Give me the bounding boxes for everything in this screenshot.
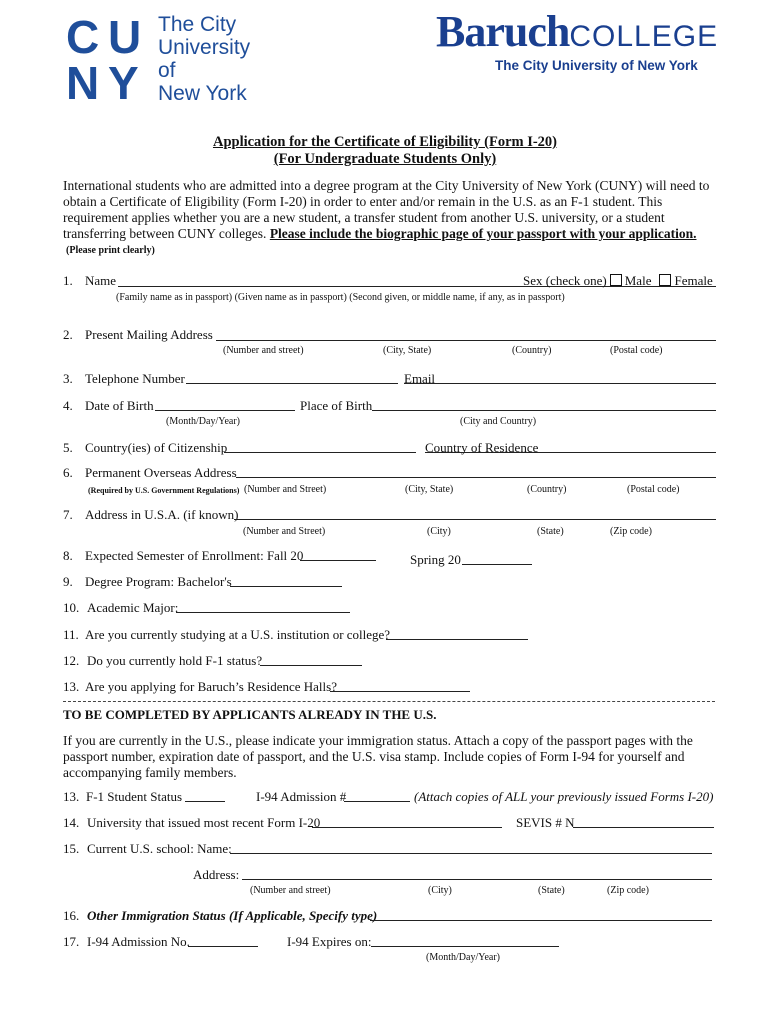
q17-number: 17.	[63, 934, 80, 949]
q3-number: 3.	[63, 371, 73, 386]
section-divider	[63, 701, 715, 702]
q1-hint: (Family name as in passport) (Given name as in passport) (Second given, or middle name, if any, as in passport)	[116, 292, 565, 303]
sevis-label: SEVIS # N	[516, 815, 575, 830]
intro-text: International students who are admitted into a degree program at the City University of New York (CUNY) will need to obtain a Certificate of Eligibility (Form I-20) in order to enter and/or remain in the U.S. as an F-1 student. This requirement applies whether you are a new student, a transfer student from another U.S. university, or a student transferring between CUNY colleges.	[63, 178, 710, 241]
cuny-text-4: New York	[158, 82, 247, 105]
q6-hint-city: (City, State)	[405, 484, 454, 495]
q13a-number: 13.	[63, 679, 80, 694]
q4-hint-place: (City and Country)	[460, 416, 537, 427]
q13b-label: F-1 Student Status	[86, 789, 183, 804]
q12-number: 12.	[63, 653, 80, 668]
cuny-text-2: University	[158, 36, 251, 59]
overseas-address-field[interactable]	[236, 477, 716, 478]
q13a-label: Are you applying for Baruch’s Residence Halls?	[85, 679, 337, 694]
q5-number: 5.	[63, 440, 73, 455]
q12-label: Do you currently hold F-1 status?	[87, 653, 263, 668]
baruch-logo	[436, 8, 718, 61]
q15-hint-zip: (Zip code)	[607, 885, 649, 896]
q7-number: 7.	[63, 507, 73, 522]
issuing-university-field[interactable]	[312, 827, 502, 828]
q9-number: 9.	[63, 574, 73, 589]
q8-label: Expected Semester of Enrollment: Fall 20	[85, 548, 304, 563]
current-school-name-field[interactable]	[230, 853, 712, 854]
studying-us-field[interactable]	[386, 639, 528, 640]
q4-hint-date: (Month/Day/Year)	[166, 416, 240, 427]
q17-hint: (Month/Day/Year)	[426, 952, 500, 963]
i94-admission-field[interactable]	[344, 801, 410, 802]
print-note: (Please print clearly)	[66, 245, 155, 256]
citizenship-field[interactable]	[224, 452, 416, 453]
q6-hint-postal: (Postal code)	[627, 484, 680, 495]
intro-paragraph	[63, 178, 723, 242]
q2-label: Present Mailing Address	[85, 327, 213, 342]
spring-year-field[interactable]	[462, 564, 532, 565]
cuny-letter-y: Y	[108, 57, 141, 109]
male-checkbox[interactable]	[610, 274, 622, 286]
q6-required-note: (Required by U.S. Government Regulations)	[88, 486, 240, 495]
cuny-letter-n: N	[66, 57, 102, 109]
mailing-address-field[interactable]	[216, 340, 716, 341]
q15-address-label: Address:	[193, 867, 240, 882]
fall-year-field[interactable]	[300, 560, 376, 561]
form-subtitle: (For Undergraduate Students Only)	[273, 151, 497, 167]
q2-hint-city: (City, State)	[383, 345, 432, 356]
f1-student-status-field[interactable]	[185, 801, 225, 802]
q6-hint-street: (Number and Street)	[244, 484, 327, 495]
q6-label: Permanent Overseas Address	[85, 465, 237, 480]
q3-label: Telephone Number	[85, 371, 185, 386]
f1-status-field[interactable]	[260, 665, 362, 666]
q2-hint-postal: (Postal code)	[610, 345, 663, 356]
us-address-field[interactable]	[234, 519, 716, 520]
intro-bold-text: Please include the biographic page of your passport with your application.	[269, 226, 697, 241]
q7-hint-city: (City)	[427, 526, 451, 537]
q10-label: Academic Major:	[87, 600, 179, 615]
sex-group	[523, 273, 713, 289]
q9-label: Degree Program: Bachelor's	[85, 574, 232, 589]
section2-heading: TO BE COMPLETED BY APPLICANTS ALREADY IN THE U.S.	[63, 707, 437, 722]
current-school-address-field[interactable]	[242, 879, 712, 880]
q10-number: 10.	[63, 600, 80, 615]
cuny-text-3: of	[158, 59, 176, 82]
q17-label: I-94 Admission No.	[87, 934, 190, 949]
q15-number: 15.	[63, 841, 80, 856]
q2-number: 2.	[63, 327, 73, 342]
sex-label: Sex (check one)	[523, 273, 607, 288]
form-title: Application for the Certificate of Eligibility (Form I-20)	[212, 134, 558, 150]
q7-hint-state: (State)	[537, 526, 564, 537]
degree-program-field[interactable]	[230, 586, 342, 587]
q14-label: University that issued most recent Form I-20	[87, 815, 321, 830]
q7-hint-street: (Number and Street)	[243, 526, 326, 537]
q16-number: 16.	[63, 908, 80, 923]
residence-field[interactable]	[425, 452, 716, 453]
q7-hint-zip: (Zip code)	[610, 526, 652, 537]
other-status-field[interactable]	[370, 920, 712, 921]
q15-label: Current U.S. school: Name:	[87, 841, 232, 856]
i94-expires-label: I-94 Expires on:	[287, 934, 372, 949]
cuny-logo	[66, 11, 150, 109]
birth-date-field[interactable]	[155, 410, 295, 411]
q15-hint-city: (City)	[428, 885, 452, 896]
q13b-number: 13.	[63, 789, 80, 804]
cuny-text-1: The City	[158, 13, 237, 36]
telephone-field[interactable]	[186, 383, 398, 384]
academic-major-field[interactable]	[176, 612, 350, 613]
female-label: Female	[674, 273, 713, 288]
i94-admission-label: I-94 Admission #	[256, 789, 347, 804]
q2-hint-street: (Number and street)	[223, 345, 304, 356]
baruch-subtitle: The City University of New York	[495, 58, 698, 73]
q4-label: Date of Birth	[85, 398, 154, 413]
spring-label: Spring 20	[410, 552, 461, 567]
baruch-college: COLLEGE	[569, 20, 719, 53]
cuny-letter-u: U	[108, 11, 144, 63]
residence-halls-field[interactable]	[330, 691, 470, 692]
q2-hint-country: (Country)	[512, 345, 552, 356]
q6-hint-country: (Country)	[527, 484, 567, 495]
cuny-letter-c: C	[66, 11, 102, 63]
q4-number: 4.	[63, 398, 73, 413]
q11-number: 11.	[63, 627, 79, 642]
female-checkbox[interactable]	[659, 274, 671, 286]
i94-number-field[interactable]	[188, 946, 258, 947]
q1-number: 1.	[63, 273, 73, 288]
attach-note: (Attach copies of ALL your previously issued Forms I-20)	[414, 789, 714, 804]
i94-expires-field[interactable]	[371, 946, 559, 947]
q15-hint-street: (Number and street)	[250, 885, 331, 896]
sevis-field[interactable]	[573, 827, 714, 828]
residence-label: Country of Residence	[425, 440, 539, 455]
q6-number: 6.	[63, 465, 73, 480]
q1-label: Name	[85, 273, 117, 288]
q16-label: Other Immigration Status (If Applicable, Specify type)	[87, 908, 378, 923]
q5-label: Country(ies) of Citizenship	[85, 440, 228, 455]
baruch-main: Baruch	[436, 7, 570, 56]
q15-hint-state: (State)	[538, 885, 565, 896]
q7-label: Address in U.S.A. (if known)	[85, 507, 239, 522]
email-field[interactable]	[404, 383, 716, 384]
birth-place-field[interactable]	[372, 410, 716, 411]
email-label: Email	[404, 371, 436, 386]
birth-place-label: Place of Birth	[300, 398, 373, 413]
q8-number: 8.	[63, 548, 73, 563]
q14-number: 14.	[63, 815, 80, 830]
q11-label: Are you currently studying at a U.S. institution or college?	[85, 627, 391, 642]
section2-text: If you are currently in the U.S., please indicate your immigration status. Attach a copy of the passport pages with the passport number, expiration date of passport, and the U.S. visa stamp. Include copies of Form I-94 for yourself and accompanying family members.	[63, 733, 693, 780]
male-label: Male	[624, 273, 652, 288]
